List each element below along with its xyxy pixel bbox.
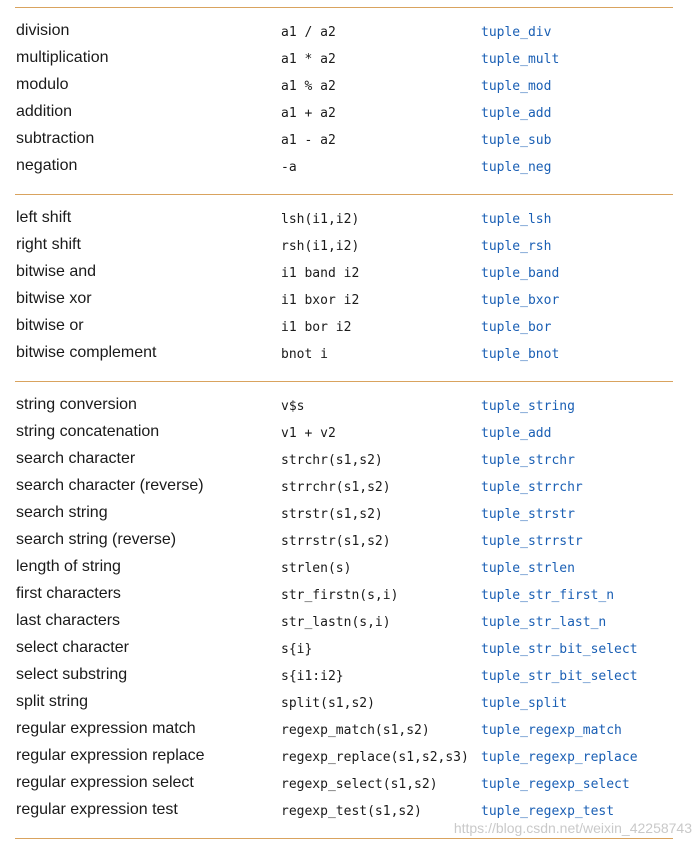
function-link[interactable]: tuple_band (481, 266, 560, 281)
operation-name: subtraction (16, 130, 95, 147)
function-link[interactable]: tuple_strrchr (481, 480, 583, 495)
table-row (0, 450, 700, 477)
table-row (0, 317, 700, 344)
operation-name: regular expression select (16, 774, 194, 791)
table-row (0, 22, 700, 49)
function-link[interactable]: tuple_str_last_n (481, 615, 607, 630)
table-row (0, 666, 700, 693)
function-link[interactable]: tuple_str_first_n (481, 588, 615, 603)
operation-name: modulo (16, 76, 69, 93)
operation-name: bitwise complement (16, 344, 157, 361)
table-row (0, 531, 700, 558)
operation-name: bitwise and (16, 263, 97, 280)
operation-name: multiplication (16, 49, 109, 66)
function-link[interactable]: tuple_div (481, 25, 552, 40)
expression-syntax: strstr(s1,s2) (281, 507, 383, 522)
function-link[interactable]: tuple_neg (481, 160, 552, 175)
expression-syntax: str_lastn(s,i) (281, 615, 391, 630)
table-row (0, 747, 700, 774)
table-row (0, 76, 700, 103)
function-link[interactable]: tuple_bnot (481, 347, 560, 362)
expression-syntax: regexp_test(s1,s2) (281, 804, 422, 819)
expression-syntax: i1 bor i2 (281, 320, 352, 335)
expression-syntax: i1 band i2 (281, 266, 360, 281)
operation-name: search character (16, 450, 136, 467)
operation-name: bitwise xor (16, 290, 92, 307)
expression-syntax: s{i} (281, 642, 313, 657)
function-link[interactable]: tuple_strchr (481, 453, 575, 468)
expression-syntax: i1 bxor i2 (281, 293, 360, 308)
function-link[interactable]: tuple_regexp_test (481, 804, 615, 819)
expression-syntax: split(s1,s2) (281, 696, 375, 711)
operation-name: left shift (16, 209, 72, 226)
table-row (0, 49, 700, 76)
operation-name: regular expression test (16, 801, 178, 818)
expression-syntax: v$s (281, 399, 305, 414)
function-link[interactable]: tuple_lsh (481, 212, 552, 227)
table-row (0, 585, 700, 612)
expression-syntax: a1 % a2 (281, 79, 336, 94)
function-link[interactable]: tuple_rsh (481, 239, 552, 254)
expression-syntax: a1 + a2 (281, 106, 336, 121)
expression-syntax: strrchr(s1,s2) (281, 480, 391, 495)
function-link[interactable]: tuple_string (481, 399, 575, 414)
function-link[interactable]: tuple_str_bit_select (481, 669, 638, 684)
operation-name: search character (reverse) (16, 477, 204, 494)
function-link[interactable]: tuple_regexp_replace (481, 750, 638, 765)
expression-syntax: rsh(i1,i2) (281, 239, 360, 254)
expression-syntax: a1 - a2 (281, 133, 336, 148)
expression-syntax: lsh(i1,i2) (281, 212, 360, 227)
table-row (0, 720, 700, 747)
expression-syntax: strlen(s) (281, 561, 352, 576)
table-row (0, 639, 700, 666)
table-row (0, 423, 700, 450)
operation-name: negation (16, 157, 78, 174)
function-link[interactable]: tuple_split (481, 696, 568, 711)
operation-name: string concatenation (16, 423, 160, 440)
table-row (0, 477, 700, 504)
expression-syntax: -a (281, 160, 297, 175)
table-row (0, 774, 700, 801)
operation-name: select substring (16, 666, 128, 683)
table-row (0, 209, 700, 236)
table-row (0, 396, 700, 423)
operation-name: length of string (16, 558, 121, 575)
expression-syntax: regexp_match(s1,s2) (281, 723, 430, 738)
expression-syntax: v1 + v2 (281, 426, 336, 441)
operation-name: string conversion (16, 396, 137, 413)
expression-syntax: a1 / a2 (281, 25, 336, 40)
function-link[interactable]: tuple_mod (481, 79, 552, 94)
table-row (0, 157, 700, 184)
operation-name: right shift (16, 236, 81, 253)
function-link[interactable]: tuple_regexp_match (481, 723, 622, 738)
expression-syntax: regexp_replace(s1,s2,s3) (281, 750, 469, 765)
expression-syntax: str_firstn(s,i) (281, 588, 399, 603)
table-row (0, 290, 700, 317)
expression-syntax: s{i1:i2} (281, 669, 344, 684)
table-row (0, 558, 700, 585)
table-row (0, 263, 700, 290)
expression-syntax: a1 * a2 (281, 52, 336, 67)
function-link[interactable]: tuple_strrstr (481, 534, 583, 549)
operation-name: select character (16, 639, 129, 656)
operation-name: bitwise or (16, 317, 84, 334)
operation-name: regular expression replace (16, 747, 205, 764)
operation-name: regular expression match (16, 720, 196, 737)
watermark: https://blog.csdn.net/weixin_42258743 (453, 820, 692, 836)
expression-syntax: strchr(s1,s2) (281, 453, 383, 468)
table-row (0, 103, 700, 130)
function-link[interactable]: tuple_mult (481, 52, 560, 67)
operation-name: division (16, 22, 70, 39)
expression-syntax: strrstr(s1,s2) (281, 534, 391, 549)
table-row (0, 236, 700, 263)
function-link[interactable]: tuple_bor (481, 320, 552, 335)
function-link[interactable]: tuple_str_bit_select (481, 642, 638, 657)
operation-name: search string (16, 504, 108, 521)
operation-name: first characters (16, 585, 121, 602)
table-row (0, 612, 700, 639)
function-link[interactable]: tuple_strlen (481, 561, 575, 576)
operation-name: last characters (16, 612, 121, 629)
function-link[interactable]: tuple_regexp_select (481, 777, 630, 792)
section-divider (15, 838, 673, 839)
expression-syntax: regexp_select(s1,s2) (281, 777, 438, 792)
section-divider (15, 194, 673, 195)
table-row (0, 344, 700, 371)
function-link[interactable]: tuple_sub (481, 133, 552, 148)
section-divider (15, 381, 673, 382)
operation-name: split string (16, 693, 89, 710)
operation-name: addition (16, 103, 73, 120)
table-row (0, 504, 700, 531)
expression-syntax: bnot i (281, 347, 328, 362)
function-link[interactable]: tuple_add (481, 426, 552, 441)
table-row (0, 693, 700, 720)
operation-name: search string (reverse) (16, 531, 177, 548)
function-link[interactable]: tuple_bxor (481, 293, 560, 308)
function-link[interactable]: tuple_strstr (481, 507, 575, 522)
table-row (0, 130, 700, 157)
function-link[interactable]: tuple_add (481, 106, 552, 121)
section-divider (15, 7, 673, 8)
